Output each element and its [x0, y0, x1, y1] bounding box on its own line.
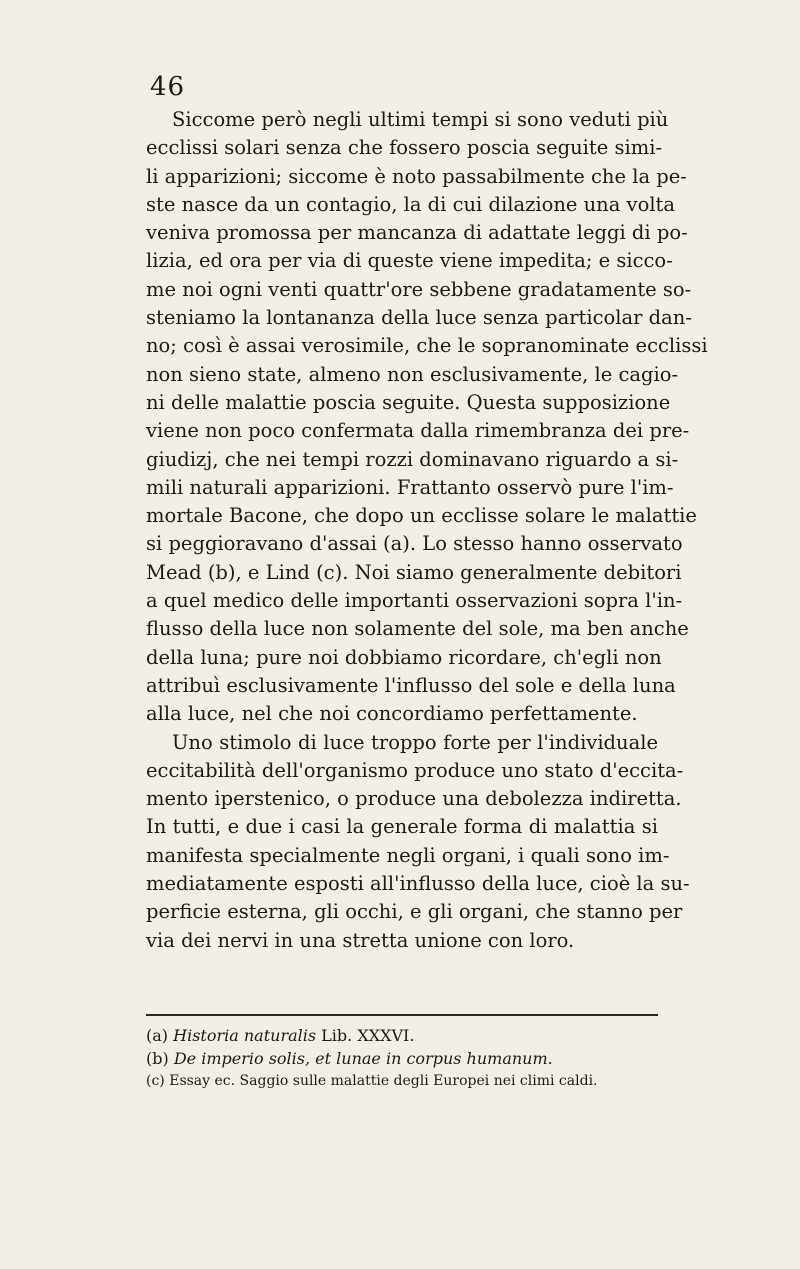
text-line: della luna; pure noi dobbiamo ricordare, ch'egli non [146, 645, 662, 669]
text-line: ecclissi solari senza che fossero poscia seguite simi- [146, 136, 663, 160]
footnote-divider [146, 1014, 658, 1016]
page-number: 46 [150, 72, 186, 102]
text-line: Siccome però negli ultimi tempi si sono veduti più [172, 108, 669, 131]
footnote-mark: (a) [146, 1026, 169, 1045]
text-line: In tutti, e due i casi la generale forma di malattia si [146, 815, 658, 839]
text-line: flusso della luce non solamente del sole, ma ben anche [146, 617, 689, 641]
text-line: si peggioravano d'assai (a). Lo stesso hanno osservato [146, 532, 683, 556]
footnote-title: Historia naturalis [173, 1026, 317, 1045]
footnote-text: Essay ec. Saggio sulle malattie degli Europei nei climi caldi. [169, 1073, 598, 1089]
text-line: viene non poco confermata dalla rimembranza dei pre- [146, 419, 690, 443]
text-line: mortale Bacone, che dopo un ecclisse solare le malattie [146, 504, 697, 528]
text-line: steniamo la lontananza della luce senza particolar dan- [146, 306, 692, 330]
footnote-mark: (b) [146, 1049, 169, 1068]
text-line: a quel medico delle importanti osservazioni sopra l'in- [146, 589, 683, 613]
text-line: li apparizioni; siccome è noto passabilmente che la pe- [146, 164, 687, 188]
text-line: giudizj, che nei tempi rozzi dominavano riguardo a si- [146, 447, 679, 471]
text-line: ni delle malattie poscia seguite. Questa supposizione [146, 390, 671, 414]
text-line: eccitabilità dell'organismo produce uno stato d'eccita- [146, 758, 684, 782]
text-line: Mead (b), e Lind (c). Noi siamo generalmente debitori [146, 560, 682, 584]
text-line: alla luce, nel che noi concordiamo perfettamente. [146, 702, 638, 726]
text-line: me noi ogni venti quattr'ore sebbene gradatamente so- [146, 277, 692, 301]
text-line: perficie esterna, gli occhi, e gli organi, che stanno per [146, 900, 683, 924]
footnote [146, 1047, 676, 1070]
text-line: lizia, ed ora per via di queste viene impedita; e sicco- [146, 249, 673, 273]
text-line: mediatamente esposti all'influsso della luce, cioè la su- [146, 872, 690, 896]
footnote-text: Lib. XXXVI. [321, 1026, 415, 1045]
footnote [146, 1070, 676, 1093]
text-line: no; così è assai verosimile, che le sopranominate ecclissi [146, 334, 708, 358]
text-line: non sieno state, almeno non esclusivamente, le cagio- [146, 362, 679, 386]
text-line: ste nasce da un contagio, la di cui dilazione una volta [146, 192, 676, 216]
footnotes [146, 1024, 676, 1093]
text-line: via dei nervi in una stretta unione con loro. [146, 928, 575, 952]
footnote [146, 1024, 676, 1047]
text-line: veniva promossa per mancanza di adattate leggi di po- [146, 221, 688, 245]
text-line: attribuì esclusivamente l'influsso del sole e della luna [146, 673, 676, 697]
text-line: mili naturali apparizioni. Frattanto osservò pure l'im- [146, 475, 674, 499]
body-text [146, 106, 708, 955]
text-line: manifesta specialmente negli organi, i quali sono im- [146, 843, 670, 867]
footnote-title: De imperio solis, et lunae in corpus humanum. [173, 1049, 553, 1068]
text-line: Uno stimolo di luce troppo forte per l'individuale [172, 730, 658, 754]
text-line: mento iperstenico, o produce una debolezza indiretta. [146, 787, 682, 811]
footnote-mark: (c) [146, 1073, 165, 1089]
